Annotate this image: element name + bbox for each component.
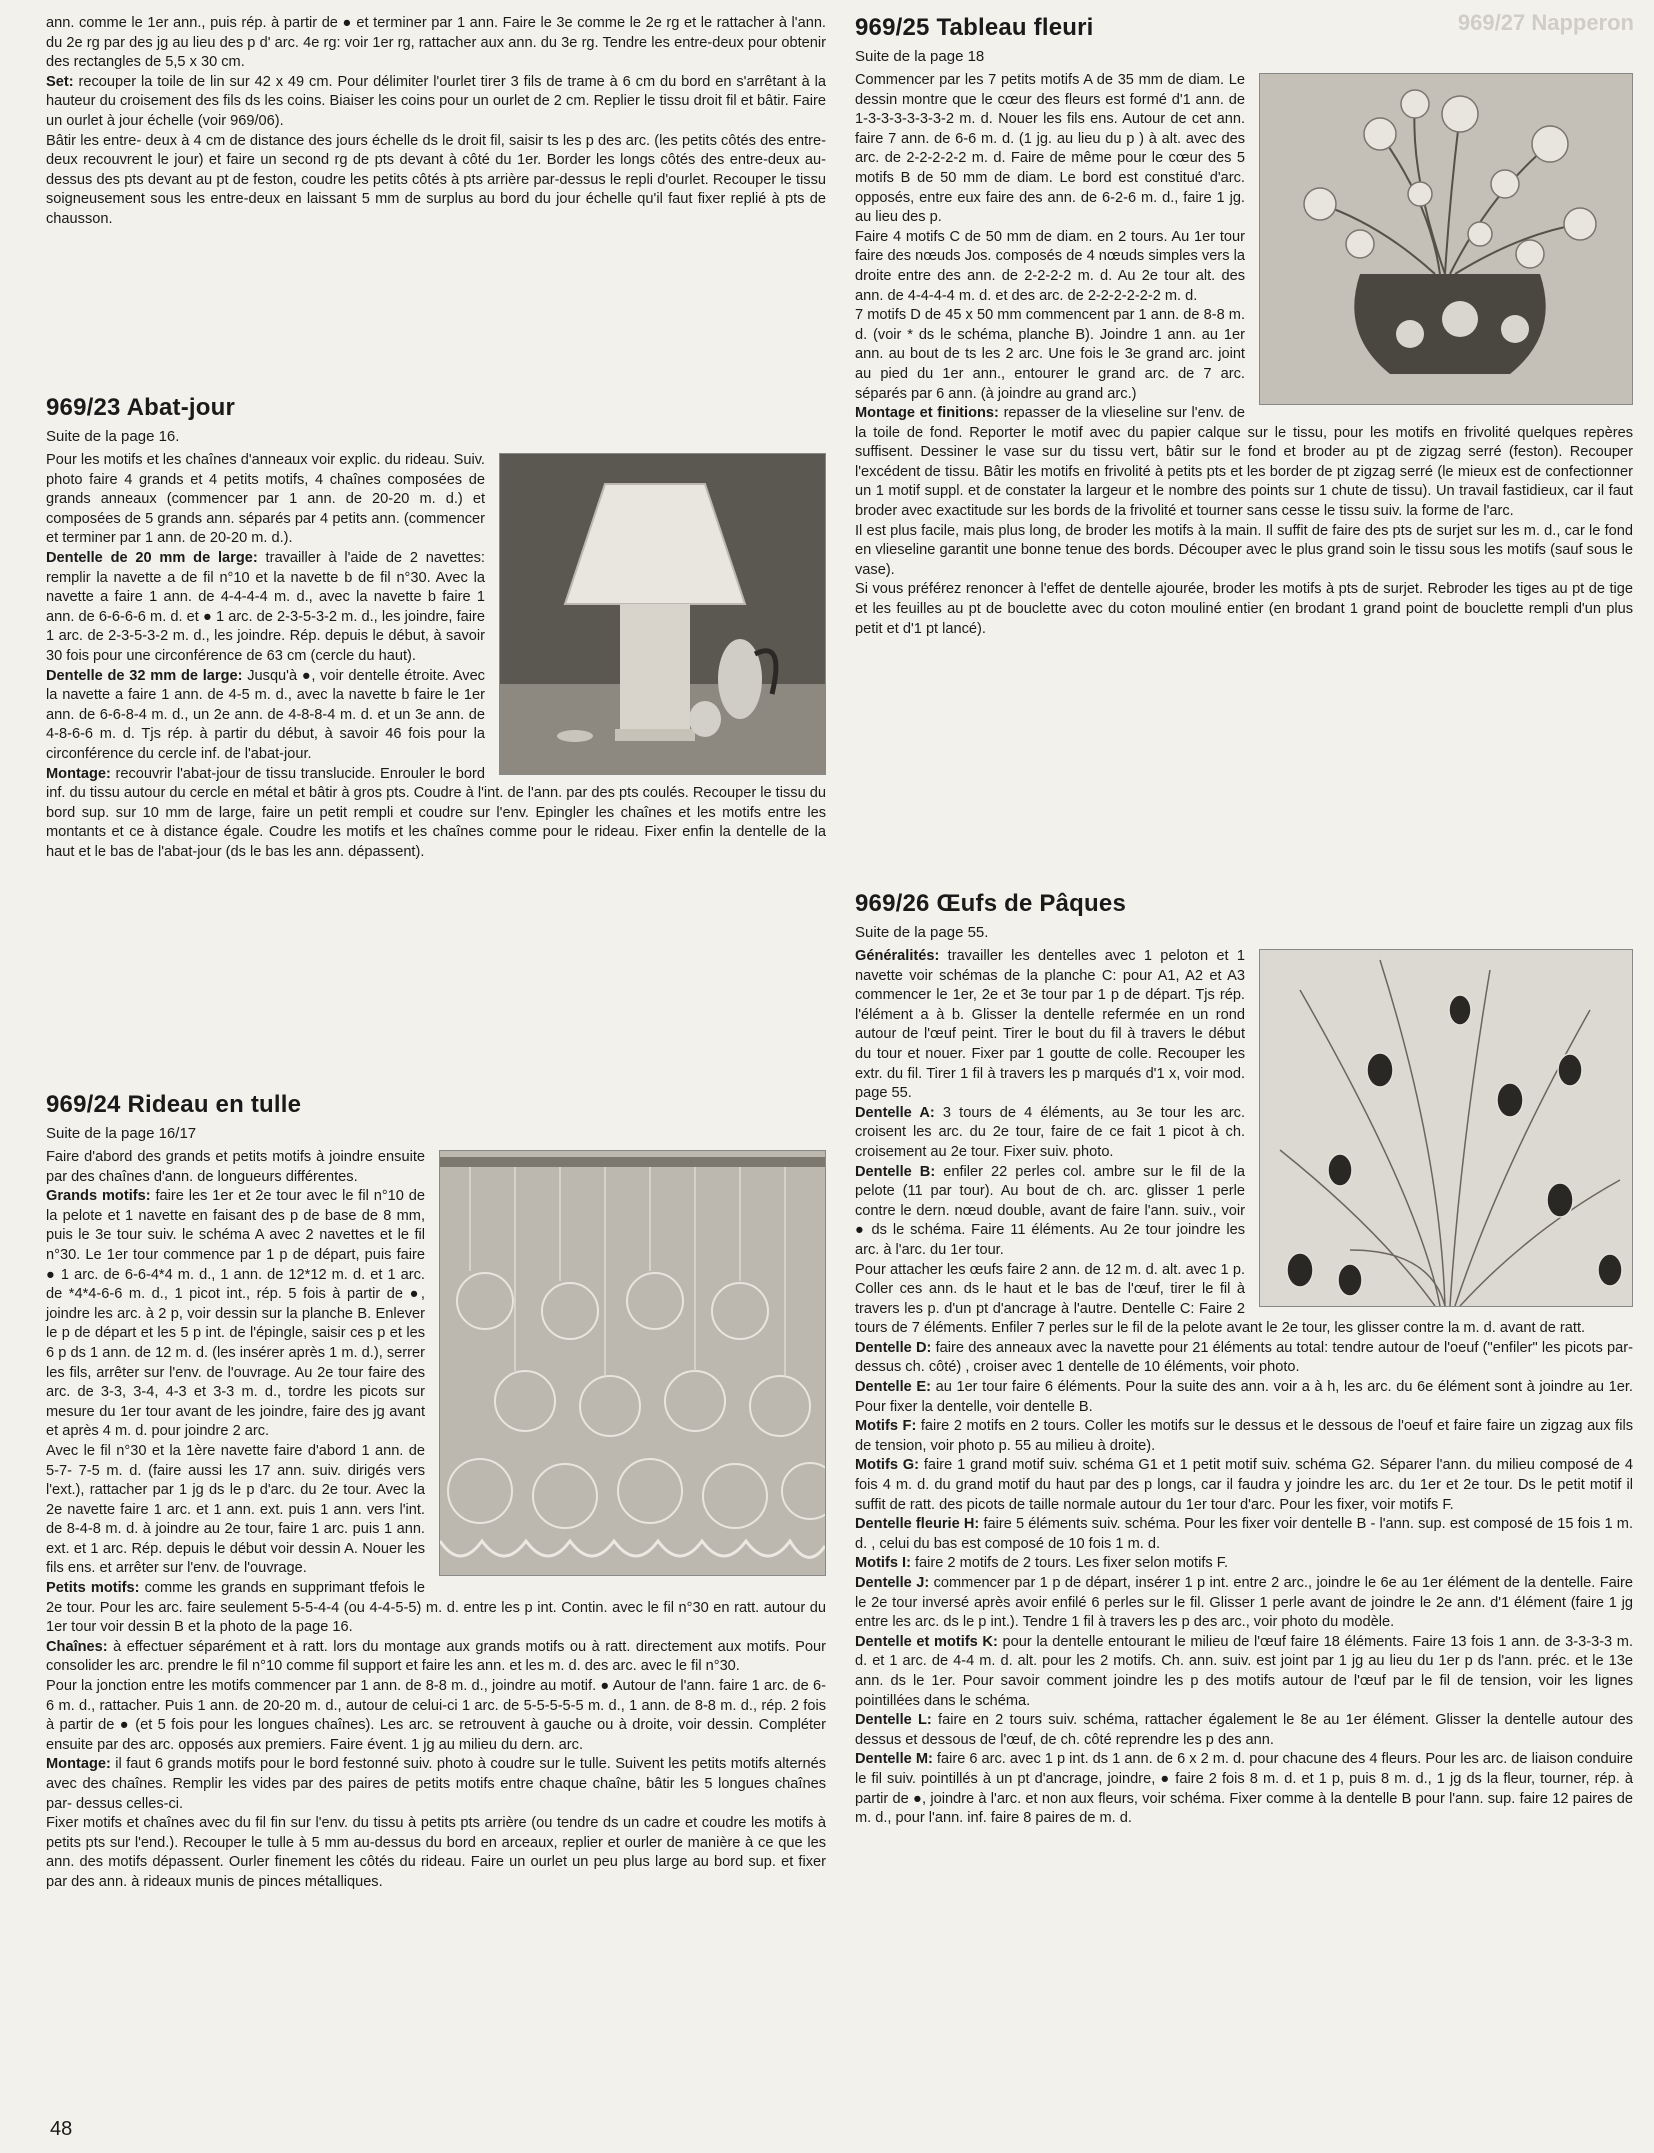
- paragraph: Faire d'abord des grands et petits motifs à joindre ensuite par des chaînes d'ann. de longueurs différentes.: [46, 1149, 425, 1185]
- run-in-heading: Dentelle M:: [855, 1751, 933, 1768]
- run-in-heading: Dentelle J:: [855, 1575, 930, 1591]
- paragraph: Si vous préférez renoncer à l'effet de dentelle ajourée, broder les motifs à pts de surjet. Rebroder les tiges au pt de tige et les feuilles au pt de bouclette avec du coton mouliné entier (en brodant 1 grand point de bouclette rempli d'un plus petit et d'1 pt lancé).: [855, 581, 1633, 637]
- paragraph: Petits motifs: comme les grands en supprimant tfefois le 2e tour. Pour les arc. faire seulement 5-5-4-4 (ou 4-4-5-5) m. d. entre les p int. Contin. avec le fil n°30 en ratt. autour du 1er tour voir dessin B et la photo de la page 16.: [46, 1580, 826, 1636]
- run-in-heading: Motifs I:: [855, 1555, 911, 1572]
- run-in-heading: Dentelle E:: [855, 1379, 931, 1396]
- lamp-illustration: [500, 454, 825, 774]
- paragraph: Dentelle M: faire 6 arc. avec 1 p int. ds 1 ann. de 6 x 2 m. d. pour chacune des 4 fleurs. Pour les arc. de liaison conduire le fil suiv. pointillés à un pt d'ancrage, joindre, ● faire 2 fois 8 m. d. et 1 p, puis 8 m. d., 1 jg ds la fleur, tourner, rép. à partir de ●, joindre à l'arc. et non aux fleurs, voir schéma. Fixer comme à la dentelle B pour l'ann. sup. faire 12 paires de m. d., pour l'ann. inf. faire 8 paires de m. d.: [855, 1751, 1633, 1827]
- run-in-heading: Dentelle L:: [855, 1712, 932, 1729]
- run-in-heading: Motifs F:: [855, 1418, 917, 1435]
- paragraph: Généralités: travailler les dentelles avec 1 peloton et 1 navette voir schémas de la planche C: pour A1, A2 et A3 commencer le 1er, 2e et 3e tour par 1 p de départ. Tjs rép. l'élément a à b. Glisser la dentelle refermée en un rond autour de l'œuf peint. Tirer le bout du fil à travers le début du tour et nouer. Fixer par 1 goutte de colle. Recouper les extr. du fil. Tirer 1 fil à travers les p marqués d'1 x, voir mod. page 55.: [855, 948, 1245, 1102]
- paragraph: Montage: recouvrir l'abat-jour de tissu translucide. Enrouler le bord inf. du tissu autour du cercle en métal et bâtir à gros pts. Coudre à l'int. de l'ann. par des pts coulés. Recouper le tissu du bord sup. sur 10 mm de large, faire un petit rempli et coudre sur l'env. Epingler les chaînes et les motifs entre les montants et ce à distance égale. Coudre les motifs et les chaînes comme pour le rideau. Fixer enfin la dentelle de la haut et le bas de l'abat-jour (ds le bas les ann. dépassent).: [46, 765, 826, 860]
- paragraph: Motifs F: faire 2 motifs en 2 tours. Coller les motifs sur le dessus et le dessous de l'oeuf et faire faire un zigzag aux fils de tension, voir photo p. 55 au milieu à droite).: [855, 1418, 1634, 1454]
- section-subtitle: Suite de la page 18: [855, 48, 985, 65]
- run-in-heading: Dentelle D:: [855, 1339, 932, 1356]
- flower-picture-photo: [1259, 73, 1633, 405]
- paragraph: Dentelle E: au 1er tour faire 6 éléments. Pour la suite des ann. voir a à h, les arc. du 6e élément sont à joindre au 1er. Pour fixer la dentelle, voir dentelle B.: [855, 1379, 1633, 1415]
- flower-vase-illustration: [1260, 74, 1632, 404]
- paragraph: Dentelle J: commencer par 1 p de départ, insérer 1 p int. entre 2 arc., joindre le 6e au 1er élément de la dentelle. Faire le 2e tour inversé après avoir enfilé 6 perles sur le fil. Glisser 1 perle avant de joindre le 2e ann. d'1 élément (faire 1 jg entre les arc. ds le p int.). Tendre 1 fil à travers les p des arc., voir photo du modèle.: [855, 1575, 1633, 1631]
- paragraph: Avec le fil n°30 et la 1ère navette faire d'abord 1 ann. de 5-7- 7-5 m. d. (faire aussi les 17 ann. suiv. dirigés vers l'ext.), rattacher par 1 jg ds le p d'arc. du 2e tour. Avec la 2e navette faire 1 arc. et 1 ann. ext. puis 1 ann. vers l'int. de 8-4-8 m. d. à joindre au 2e tour, faire 1 arc. puis 1 ann. ext. et 1 arc. Rép. depuis le début voir dessin A. Nouer les fils ens. et arrêter sur l'env. de l'ouvrage.: [46, 1442, 425, 1577]
- paragraph: Pour les motifs et les chaînes d'anneaux voir explic. du rideau. Suiv. photo faire 4 grands et 4 petits motifs, 4 chaînes composées de grands anneaux (commencer par 1 ann. de 20-20 m. d.) et composées de 5 grands ann. séparés par 4 petits ann. (commencer et terminer par 1 ann. de 20-20 m. d.).: [46, 452, 485, 547]
- paragraph: Faire 4 motifs C de 50 mm de diam. en 2 tours. Au 1er tour faire des nœuds Jos. composés de 4 nœuds simples vers la droite entre des ann. de 2-2-2-2 m. d. Au 2e tour alt. des ann. de 4-4-4-4 m. d. et des arc. de 2-2-2-2-2-2 m. d.: [855, 228, 1245, 304]
- bleed-through-header: 969/27 Napperon: [1457, 10, 1634, 35]
- paragraph: 7 motifs D de 45 x 50 mm commencent par 1 ann. de 8-8 m. d. (voir * ds le schéma, planche B). Joindre 1 ann. au 1er ann. au bout de ts les 2 arc. Une fois le 3e grand arc. joint au pied du 1er ann., entourer le grand arc. de 7 arc. séparés par 6 ann. (à joindre au grand arc.): [855, 307, 1245, 402]
- paragraph: Dentelle de 32 mm de large: Jusqu'à ●, voir dentelle étroite. Avec la navette a faire 1 ann. de 4-5 m. d., avec la navette b faire le 1er ann. de 6-6-8-4 m. d., un 2e ann. de 4-8-8-4 m. d. et un 3e ann. de 4-8-6-6 m. d. Tjs rép. à partir du début, à savoir 46 fois pour la circonférence du cercle inf. de l'abat-jour.: [46, 667, 485, 762]
- run-in-heading: Grands motifs:: [46, 1188, 151, 1205]
- section-969-23: [46, 394, 826, 862]
- paragraph: Pour la jonction entre les motifs commencer par 1 ann. de 8-8 m. d., joindre au motif. ● Autour de l'ann. faire 1 arc. de 6-6 m. d., rattacher. Puis 1 ann. de 20-20 m. d., autour de celui-ci 1 arc. de 5-5-5-5-5 m. d., 1 ann. de 8-8 m. d., rép. 2 fois à partir de ● (et 5 fois pour les longues chaînes). Les arc. se retrouvent à gauche ou à droite, voir dessin. Compléter ensuite par des arc. opposés aux premiers. Faire évent. 1 jg au milieu du dern. arc.: [46, 1678, 826, 1753]
- easter-eggs-photo: [1259, 949, 1633, 1307]
- section-969-24: [46, 1091, 826, 1893]
- section-969-25: [855, 14, 1633, 639]
- section-title: 969/24 Rideau en tulle: [46, 1091, 302, 1118]
- run-in-heading: Dentelle de 32 mm de large:: [46, 667, 243, 684]
- paragraph: Dentelle D: faire des anneaux avec la navette pour 21 éléments au total: tendre autour de l'oeuf ("enfiler" les picots par-dessus ch. côté) , croiser avec 1 dentelle de 10 éléments, voir photo.: [855, 1339, 1633, 1376]
- paragraph: Chaînes: à effectuer séparément et à ratt. lors du montage aux grands motifs ou à ratt. directement aux motifs. Pour consolider les arc. prendre le fil n°10 comme fil support et faire les ann. et les m. d. des arc. avec le fil n°30.: [46, 1638, 826, 1675]
- paragraph: Dentelle L: faire en 2 tours suiv. schéma, rattacher également le 8e au 1er élément. Glisser la dentelle autour des dessus et dessous de l'œuf, de ch. côté reprendre les p des ann.: [855, 1712, 1633, 1748]
- run-in-heading: Généralités:: [855, 948, 940, 964]
- section-title: 969/25 Tableau fleuri: [855, 14, 1094, 41]
- run-in-heading: Dentelle de 20 mm de large:: [46, 549, 258, 566]
- section-title: 969/26 Œufs de Pâques: [855, 890, 1126, 917]
- page-number: 48: [50, 2118, 73, 2140]
- paragraph: Dentelle A: 3 tours de 4 éléments, au 3e tour les arc. croisent les arc. du 2e tour, faire de ce fait 1 picot à ch. croisement au 2e tour. Fixer suiv. photo.: [855, 1104, 1245, 1160]
- curtain-illustration: [440, 1151, 825, 1575]
- lamp-photo: [499, 453, 826, 775]
- paragraph: Montage et finitions: repasser de la vlieseline sur l'env. de la toile de fond. Reporter le motif avec du papier calque sur le tissu, pour les motifs en frivolité quelques repères suffisent. Dessiner le vase sur du tissu vert, bâtir sur le fond et broder au pt de zigzag serré (feston). Recouper l'excédent de tissu. Bâtir les motifs en frivolité à petits pts et les border de pt zigzag serré (le mieux est de confectionner un 1 motif suppl. et de constater la largeur et le nombre des points sur 1 chute de tissu). Un travail fastidieux, car il faut broder avec exactitude sur les bords de la frivolité et tourner sans cesse le tissu suiv. la forme de l'arc.: [855, 405, 1633, 520]
- run-in-heading: Dentelle et motifs K:: [855, 1633, 998, 1650]
- paragraph: Pour attacher les œufs faire 2 ann. de 12 m. d. alt. avec 1 p. Coller ces ann. ds le haut et le bas de l'œuf, tirer le fil à travers les p. d'un pt d'ancrage à l'autre. Dentelle C: Faire 2 tours de 7 éléments. Enfiler 7 perles sur le fil de la pelote avant le 2e tour, les glisser contre la m. d. avant de ratt.: [855, 1261, 1586, 1337]
- run-in-heading: Petits motifs:: [46, 1580, 140, 1597]
- paragraph: Montage: il faut 6 grands motifs pour le bord festonné suiv. photo à coudre sur le tulle. Suivent les petits motifs alternés avec des chaînes. Remplir les vides par des paires de petits motifs entre chaque chaîne, bâtir les 5 longues chaînes par- dessus celles-ci.: [46, 1756, 826, 1812]
- paragraph: ann. comme le 1er ann., puis rép. à partir de ● et terminer par 1 ann. Faire le 3e comme le 2e rg et le rattacher à l'ann. du 2e rg par des jg au lieu des p d' arc. 4e rg: voir 1er rg, rattacher aux ann. du 3e rg. Tendre les entre-deux pour obtenir des rectangles de 5,5 x 30 cm.: [46, 15, 826, 71]
- run-in-heading: Montage:: [46, 1756, 111, 1773]
- paragraph: Motifs I: faire 2 motifs de 2 tours. Les fixer selon motifs F.: [855, 1555, 1229, 1572]
- continued-text: [46, 14, 826, 230]
- section-title: 969/23 Abat-jour: [46, 394, 236, 421]
- paragraph: Commencer par les 7 petits motifs A de 35 mm de diam. Le dessin montre que le cœur des fleurs est formé d'1 ann. de 1-3-3-3-3-3-3-2 m. d. Nouer les fils ens. Autour de cet ann. faire 7 ann. de 6-6 m. d. (1 jg. au lieu du p ) à alt. avec des arc. de 2-2-2-2-2 m. d. Faire de même pour le cœur des 5 motifs B de 50 mm de diam. Le bord est constitué d'arc. opposés, entre eux faire des ann. de 6-2-6 m. d., faire 1 jg. au lieu des p.: [855, 72, 1245, 226]
- paragraph: Bâtir les entre- deux à 4 cm de distance des jours échelle ds le droit fil, saisir ts les p des arc. (les petits côtés des entre-deux recouvrent le jour) et faire un second rg de pts devant à côté du 1er. Border les longs côtés des entre-deux au-dessus des pts devant au pt de feston, coudre les petits côtés à pts arrière par-dessus le repli d'ourlet. Recouper le tissu soigneusement sous les entre-deux en laissant 5 mm de surplus au bord du jour échelle qu'il faut fixer replié à pts de chausson.: [46, 132, 826, 227]
- paragraph: Il est plus facile, mais plus long, de broder les motifs à la main. Il suffit de faire des pts de surjet sur les m. d., car le fond en vlieseline garantit une bonne tenue des bords. Découper avec le plus grand soin le tissu sous les motifs (sauf sous le vase).: [855, 522, 1633, 578]
- run-in-heading: Set:: [46, 73, 74, 90]
- paragraph: Grands motifs: faire les 1er et 2e tour avec le fil n°10 de la pelote et 1 navette en faisant des p de base de 8 mm, puis le 3e tour suiv. le schéma A avec 2 navettes et le fil n°30. Le 1er tour commence par 1 p de départ, puis faire ● 1 arc. de 6-6-4*4 m. d., 1 ann. de 12*12 m. d. et 1 arc. de *4*4-6-6 m. d., 1 picot int., rép. 5 fois à partir de ●, joindre les arc. à 2 p, voir dessin sur la planche B. Enlever le p de départ et les 5 p int. de l'épingle, saisir ces p et les 6 p ds 1 ann. de 12 m. d. (les insérer après 1 m. d.), serrer les fils, arrêter sur l'env. de l'ouvrage. Au 2e tour faire des arc. de 3-3, 3-4, 4-3 et 3-3 m. d., tordre les picots sur mesure du 1er tour avant de les joindre, faire des jg avant et après 4 m. d. pour joindre 2 arc.: [46, 1188, 425, 1440]
- paragraph: Set: recouper la toile de lin sur 42 x 49 cm. Pour délimiter l'ourlet tirer 3 fils de trame à 6 cm du bord en s'arrêtant à la hauteur du croisement des fils ds les coins. Biaiser les coins pour un ourlet de 2 cm. Replier le tissu droit fil et bâtir. Faire un ourlet à jour échelle (voir 969/06).: [46, 73, 826, 129]
- run-in-heading: Dentelle fleurie H:: [855, 1516, 980, 1533]
- paragraph: Dentelle B: enfiler 22 perles col. ambre sur le fil de la pelote (11 par tour). Au bout de ch. arc. glisser 1 perle contre le dern. nœud double, avant de faire l'ann. suiv., voir ● ds le schéma. Faire 11 éléments. Au 2e tour joindre les arc. à l'arc. du 1er tour.: [855, 1163, 1245, 1258]
- paragraph: Fixer motifs et chaînes avec du fil fin sur l'env. du tissu à petits pts arrière (ou tendre ds un cadre et coudre les motifs à petits pts sur l'end.). Recouper le tulle à 5 mm au-dessus du bord en arceaux, replier et ourler de manière à ce que les ann. des motifs dépassent. Ourler finement les côtés du rideau. Faire un ourlet un peu plus large au bord sup. et fixer par des ann. à rideaux munis de pinces métalliques.: [46, 1815, 826, 1890]
- paragraph: Dentelle et motifs K: pour la dentelle entourant le milieu de l'œuf faire 18 éléments. Faire 13 fois 1 ann. de 3-3-3-3 m. d. et 1 arc. de 4-4 m. d. alt. pour les 2 motifs. Ch. ann. suiv. est joint par 1 jg au lieu du 1er p ds l'ann. préc. et le 13e ann. ds le 1er. Pour savoir comment joindre les p des motifs autour de l'œuf par le fil de tension, voir les lignes pointillées dans le schéma.: [855, 1633, 1634, 1709]
- section-subtitle: Suite de la page 16.: [46, 428, 180, 445]
- run-in-heading: Dentelle B:: [855, 1163, 936, 1180]
- run-in-heading: Montage et finitions:: [855, 405, 999, 422]
- run-in-heading: Montage:: [46, 765, 111, 782]
- run-in-heading: Chaînes:: [46, 1638, 108, 1655]
- run-in-heading: Motifs G:: [855, 1457, 920, 1474]
- run-in-heading: Dentelle A:: [855, 1104, 935, 1121]
- section-subtitle: Suite de la page 16/17: [46, 1125, 197, 1142]
- easter-eggs-illustration: [1260, 950, 1632, 1306]
- section-969-26: [855, 890, 1633, 1829]
- paragraph: Dentelle de 20 mm de large: travailler à l'aide de 2 navettes: remplir la navette a de fil n°10 et la navette b de fil n°30. Avec la navette a faire 1 ann. de 4-4-4-4 m. d., avec la navette b faire 1 ann. de 6-6-6-6 m. d. et ● 1 arc. de 2-3-5-3-2 m. d., les joindre, faire 1 arc. de 2-3-5-3-2 m. d., les joindre. Rép. depuis le début, à savoir 30 fois pour une circonférence de 63 cm (cercle du haut).: [46, 549, 485, 664]
- paragraph: Dentelle fleurie H: faire 5 éléments suiv. schéma. Pour les fixer voir dentelle B - l'ann. sup. est composé de 15 fois 1 m. d. , celui du bas est composé de 10 fois 1 m. d.: [855, 1516, 1633, 1552]
- paragraph: Motifs G: faire 1 grand motif suiv. schéma G1 et 1 petit motif suiv. schéma G2. Séparer l'ann. du milieu composé de 4 fois 4 m. d. du grand motif du haut par des p longs, car il faudra y joindre les arc. du 1er et 2e tour. Ds le petit motif il suffit de ratt. des picots de taille normale autour du 1er tour d'arc. Pour les fixer, voir motifs F.: [855, 1457, 1634, 1513]
- section-subtitle: Suite de la page 55.: [855, 924, 989, 941]
- curtain-photo: [439, 1150, 826, 1576]
